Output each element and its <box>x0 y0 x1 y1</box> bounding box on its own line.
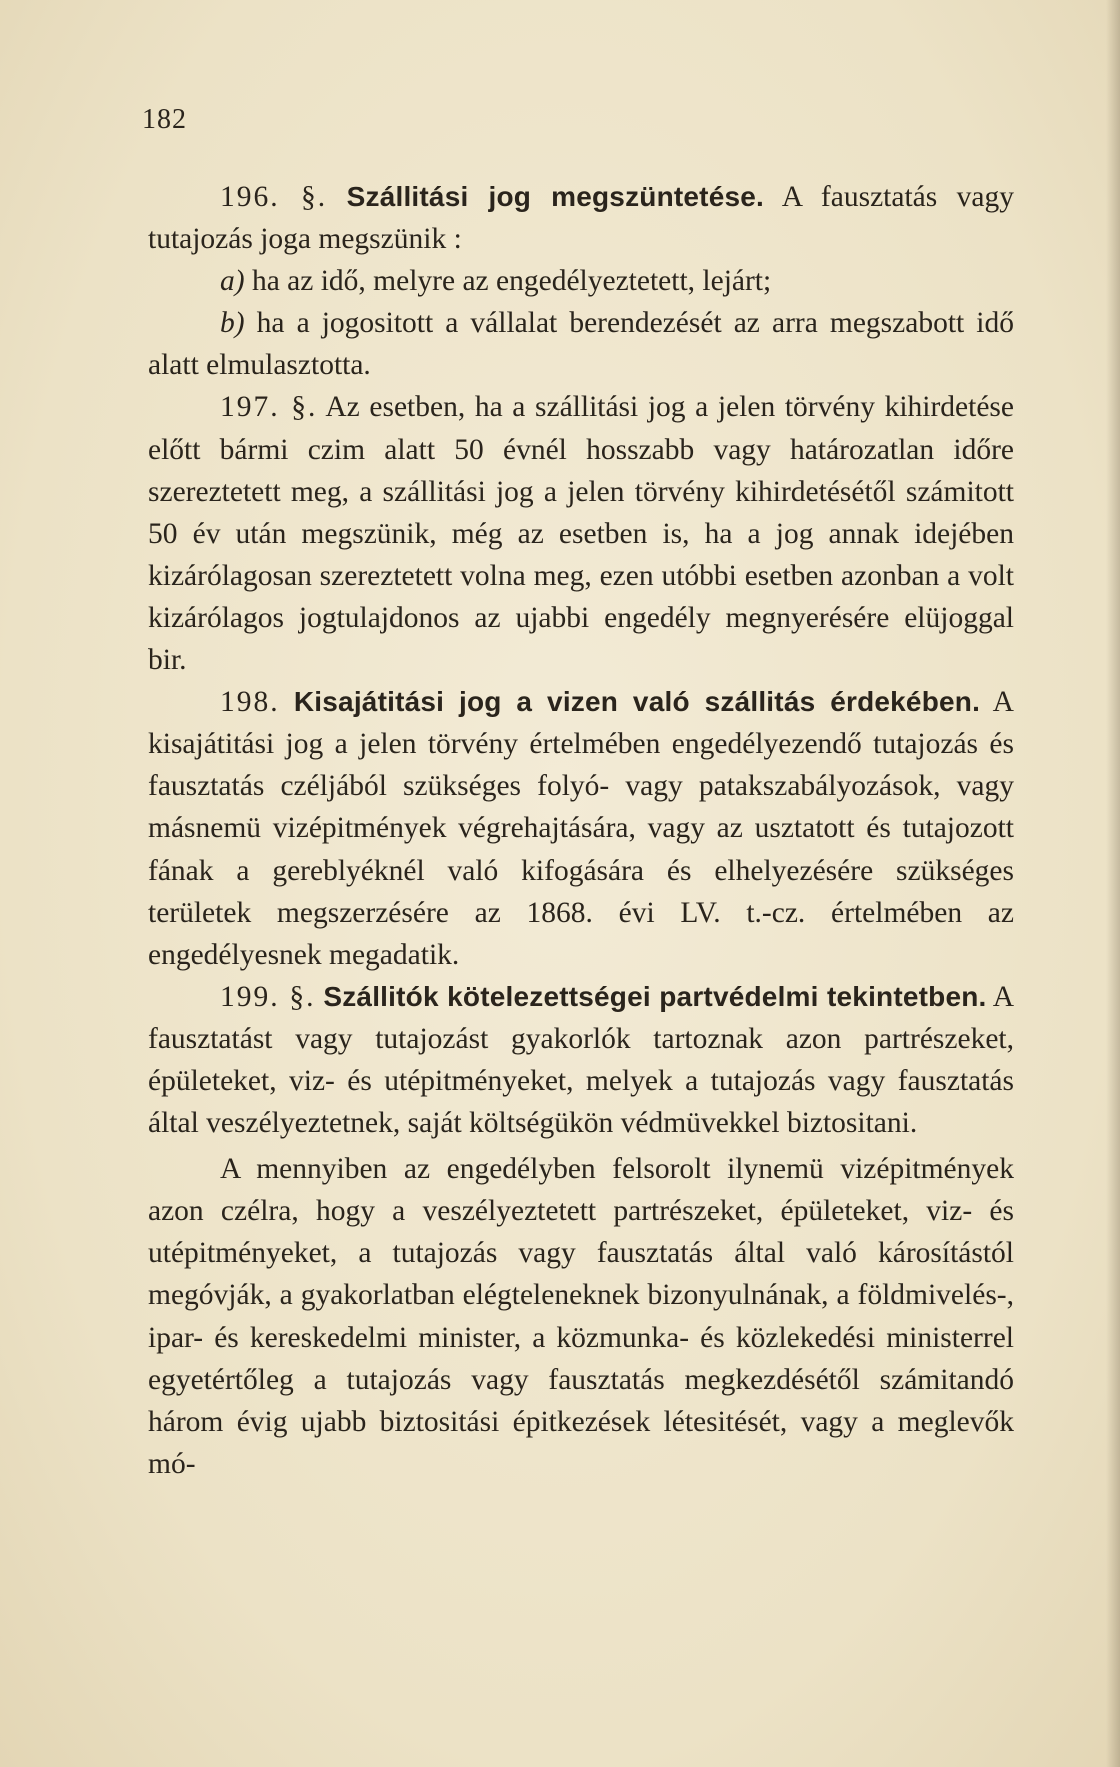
section-number: 198. <box>220 686 280 719</box>
page-edge-shadow <box>1106 0 1120 1767</box>
section-number: 196. §. <box>220 181 328 213</box>
section-heading: Kisajátitási jog a vizen való szállitás érdekében. <box>293 686 981 718</box>
list-letter: b) <box>220 307 245 340</box>
paragraph-198 <box>148 681 1014 976</box>
page-text <box>148 176 1014 1485</box>
paragraph-text: A fausztatás vagy tutajozás joga megszünik : <box>148 181 1014 256</box>
paragraph-text: Az esetben, ha a szállitási jog a jelen törvény kihirdetése előtt bármi czim alatt 50 évnél hosszabb vagy határozatlan időre szereztetett meg, a szállitási jog a jelen törvény kihirdetésétől számitott 50 év után megszünik, még az esetben is, ha a jog annak idejében kizárólagosan szereztetett volna meg, ezen utóbbi esetben azonban a volt kizárólagos jogtulajdonos az ujabbi engedély megnyerésére elüjoggal bir. <box>148 391 1014 677</box>
section-number: 199. §. <box>220 980 316 1013</box>
paragraph-199-continued: A mennyiben az engedélyben felsorolt ilynemü vizépitmények azon czélra, hogy a veszélyeztetett partrészeket, épületeket, viz- és utépitményeket, a tutajozás vagy fausztatás által való károsítástól megóvják, a gyakorlatban elégteleneknek bizonyulnának, a földmivelés-, ipar- és kereskedelmi minister, a közmunka- és közlekedési ministerrel egyetértőleg a tutajozás vagy fausztatás megkezdésétől számitandó három évig ujabb biztositási épitkezések létesitését, vagy a meglevők mó- <box>148 1153 1014 1480</box>
section-heading: Szállitási jog megszüntetése. <box>346 181 764 212</box>
list-item-b <box>148 302 1014 386</box>
section-heading: Szállitók kötelezettségei partvédelmi tekintetben. <box>323 980 987 1012</box>
section-number: 197. §. <box>220 391 318 424</box>
list-item-a <box>148 260 1014 302</box>
list-item-text: ha az idő, melyre az engedélyeztetett, lejárt; <box>244 265 772 298</box>
list-letter: a) <box>220 265 245 298</box>
paragraph-text: A kisajátitási jog a jelen törvény értelmében engedélyezendő tutajozás és fausztatás czéljából szükséges folyó- vagy patakszabályozások, vagy másnemü vizépitmények végrehajtására, vagy az usztatott és tutajozott fának a gereblyéknél való kifogására és elhelyezésére szükséges területek megszerzésére az 1868. évi LV. t.-cz. értelmében az engedélyesnek megadatik. <box>148 686 1014 971</box>
paragraph-196 <box>148 176 1014 260</box>
paragraph-text: A fausztatást vagy tutajozást gyakorlók tartoznak azon partrészeket, épületeket, viz- és utépitményeket, melyek a tutajozás vagy fausztatás által veszélyeztetnek, saját költségükön védmüvekkel biztositani. <box>148 980 1015 1140</box>
list-item-text: ha a jogositott a vállalat berendezését az arra megszabott idő alatt elmulasztotta. <box>148 307 1014 382</box>
paragraph-197 <box>148 386 1014 681</box>
page-number: 182 <box>142 104 187 135</box>
paragraph-199 <box>148 976 1014 1144</box>
